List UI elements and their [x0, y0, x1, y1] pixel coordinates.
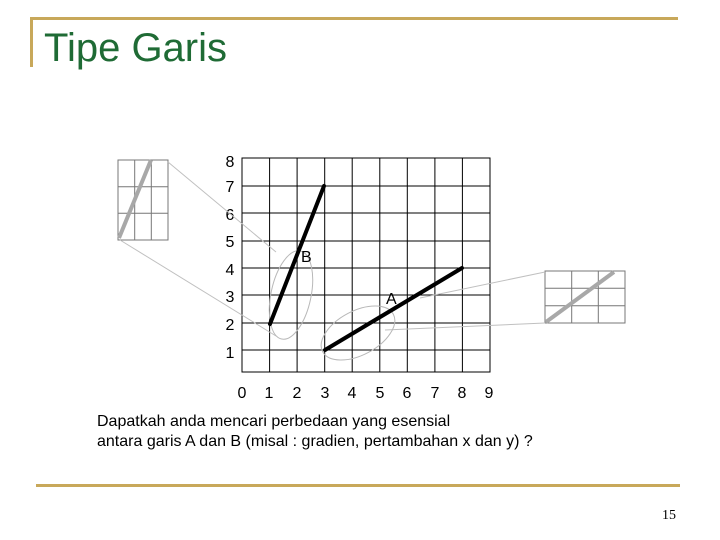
- x-label-8: 8: [457, 385, 467, 402]
- y-label-3: 3: [225, 289, 235, 306]
- question-line-1: Dapatkah anda mencari perbedaan yang esensial: [97, 413, 451, 430]
- x-label-3: 3: [320, 385, 330, 402]
- x-label-6: 6: [402, 385, 412, 402]
- y-axis-labels: [226, 154, 235, 362]
- inset-grid-left: [118, 160, 168, 240]
- x-label-2: 2: [292, 385, 302, 402]
- page-number: 15: [662, 508, 676, 523]
- slide-title: Tipe Garis: [44, 26, 228, 70]
- line-b-label: B: [301, 249, 312, 266]
- x-label-5: 5: [375, 385, 385, 402]
- y-label-5: 5: [225, 234, 235, 251]
- x-label-0: 0: [237, 385, 247, 402]
- y-label-7: 7: [225, 179, 235, 196]
- line-a-label: A: [386, 291, 397, 308]
- x-label-7: 7: [430, 385, 440, 402]
- y-label-1: 1: [225, 345, 235, 362]
- main-grid: [242, 158, 490, 372]
- inset-line-a: [546, 272, 614, 322]
- x-label-1: 1: [264, 385, 274, 402]
- question-text: [97, 412, 657, 452]
- x-label-9: 9: [484, 385, 494, 402]
- inset-grid-right: [545, 271, 625, 323]
- y-label-4: 4: [225, 262, 235, 279]
- y-label-8: 8: [225, 154, 235, 171]
- x-axis-labels: [238, 385, 494, 402]
- footer-rule: [36, 484, 680, 487]
- y-label-2: 2: [225, 317, 235, 334]
- x-label-4: 4: [347, 385, 357, 402]
- y-label-6: 6: [225, 207, 235, 224]
- question-line-2: antara garis A dan B (misal : gradien, pertambahan x dan y) ?: [97, 433, 533, 450]
- inset-connectors: [120, 162, 545, 336]
- line-a: [325, 268, 462, 350]
